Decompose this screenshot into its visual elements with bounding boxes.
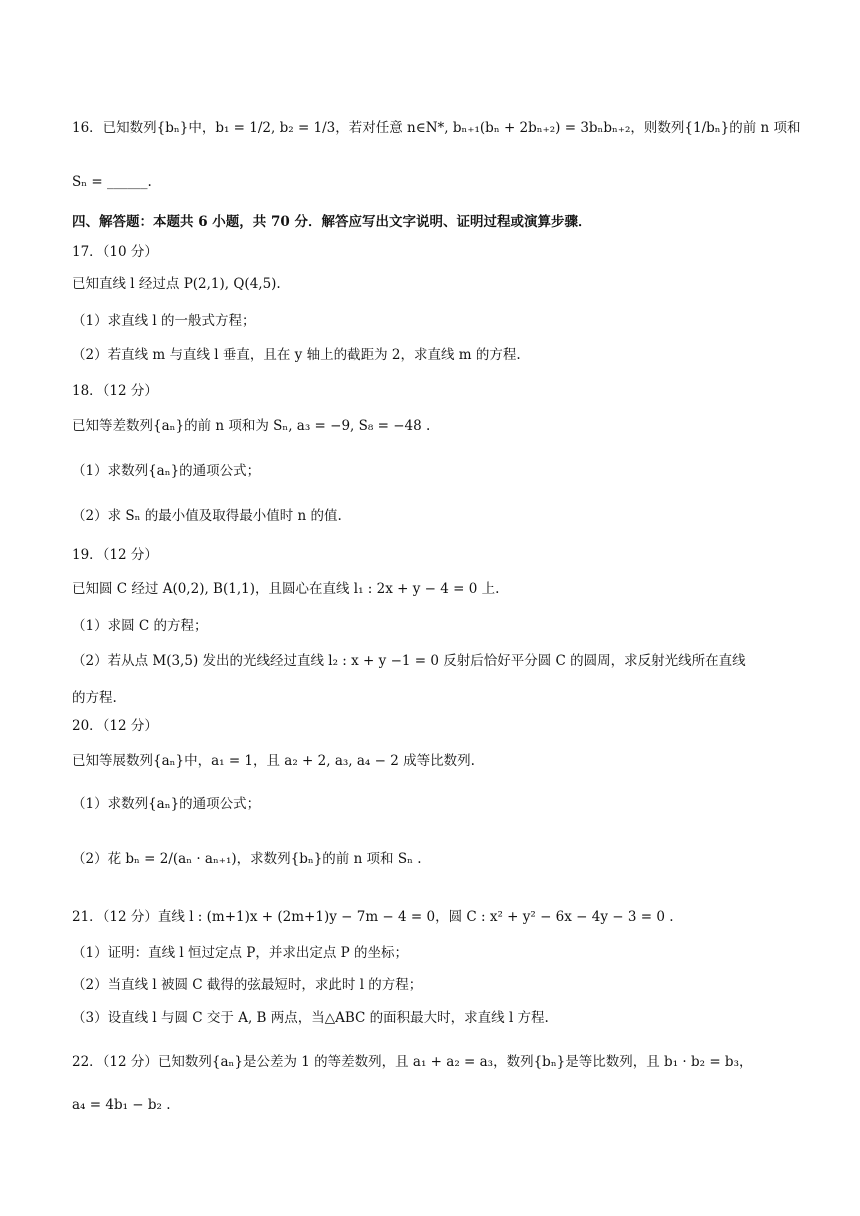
q20-part2: （2）花 bₙ = 2/(aₙ · aₙ₊₁)，求数列{bₙ}的前 n 项和 Sₙ . (72, 851, 422, 867)
q20-stem: 已知等展数列{aₙ}中，a₁ = 1，且 a₂ + 2, a₃, a₄ − 2 成等比数列. (72, 753, 475, 769)
q21-part2: （2）当直线 l 被圆 C 截得的弦最短时，求此时 l 的方程； (72, 977, 423, 993)
q17-part2: （2）若直线 m 与直线 l 垂直，且在 y 轴上的截距为 2，求直线 m 的方程. (72, 347, 521, 363)
q16-line2: Sₙ = ______. (72, 174, 152, 190)
q18-stem: 已知等差数列{aₙ}的前 n 项和为 Sₙ, a₃ = −9, S₈ = −48 . (72, 418, 431, 434)
q20-part1: （1）求数列{aₙ}的通项公式； (72, 796, 261, 812)
q19-part2-line1: （2）若从点 M(3,5) 发出的光线经过直线 l₂ : x + y −1 = 0 反射后恰好平分圆 C 的圆周，求反射光线所在直线 (72, 653, 746, 669)
q22-line1: 22．（12 分）已知数列{aₙ}是公差为 1 的等差数列，且 a₁ + a₂ = a₃，数列{bₙ}是等比数列，且 b₁ · b₂ = b₃， (72, 1054, 753, 1070)
q18-header: 18．（12 分） (72, 383, 158, 399)
q17-header: 17．（10 分） (72, 244, 158, 260)
section-4-header: 四、解答题：本题共 6 小题，共 70 分．解答应写出文字说明、证明过程或演算步骤． (72, 214, 592, 230)
q16-line1: 16．已知数列{bₙ}中，b₁ = 1/2, b₂ = 1/3，若对任意 n∈N*, bₙ₊₁(bₙ + 2bₙ₊₂) = 3bₙbₙ₊₂，则数列{1/bₙ}的前 n 项和 (72, 120, 801, 136)
q18-part1: （1）求数列{aₙ}的通项公式； (72, 463, 261, 479)
q17-part1: （1）求直线 l 的一般式方程； (72, 313, 256, 329)
q17-stem: 已知直线 l 经过点 P(2,1), Q(4,5). (72, 276, 281, 292)
q21-part3: （3）设直线 l 与圆 C 交于 A, B 两点，当△ABC 的面积最大时，求直线 l 方程. (72, 1010, 549, 1026)
q20-header: 20．（12 分） (72, 718, 158, 734)
q19-part1: （1）求圆 C 的方程； (72, 618, 208, 634)
q18-part2: （2）求 Sₙ 的最小值及取得最小值时 n 的值. (72, 508, 342, 524)
q19-header: 19．（12 分） (72, 547, 158, 563)
q21-stem: 21．（12 分）直线 l : (m+1)x + (2m+1)y − 7m − 4 = 0，圆 C : x² + y² − 6x − 4y − 3 = 0 . (72, 909, 674, 925)
q21-part1: （1）证明：直线 l 恒过定点 P，并求出定点 P 的坐标； (72, 945, 409, 961)
q19-part2-line2: 的方程. (72, 690, 117, 706)
q19-stem: 已知圆 C 经过 A(0,2), B(1,1)，且圆心在直线 l₁ : 2x + y − 4 = 0 上. (72, 581, 500, 597)
q22-line2: a₄ = 4b₁ − b₂ . (72, 1097, 171, 1113)
